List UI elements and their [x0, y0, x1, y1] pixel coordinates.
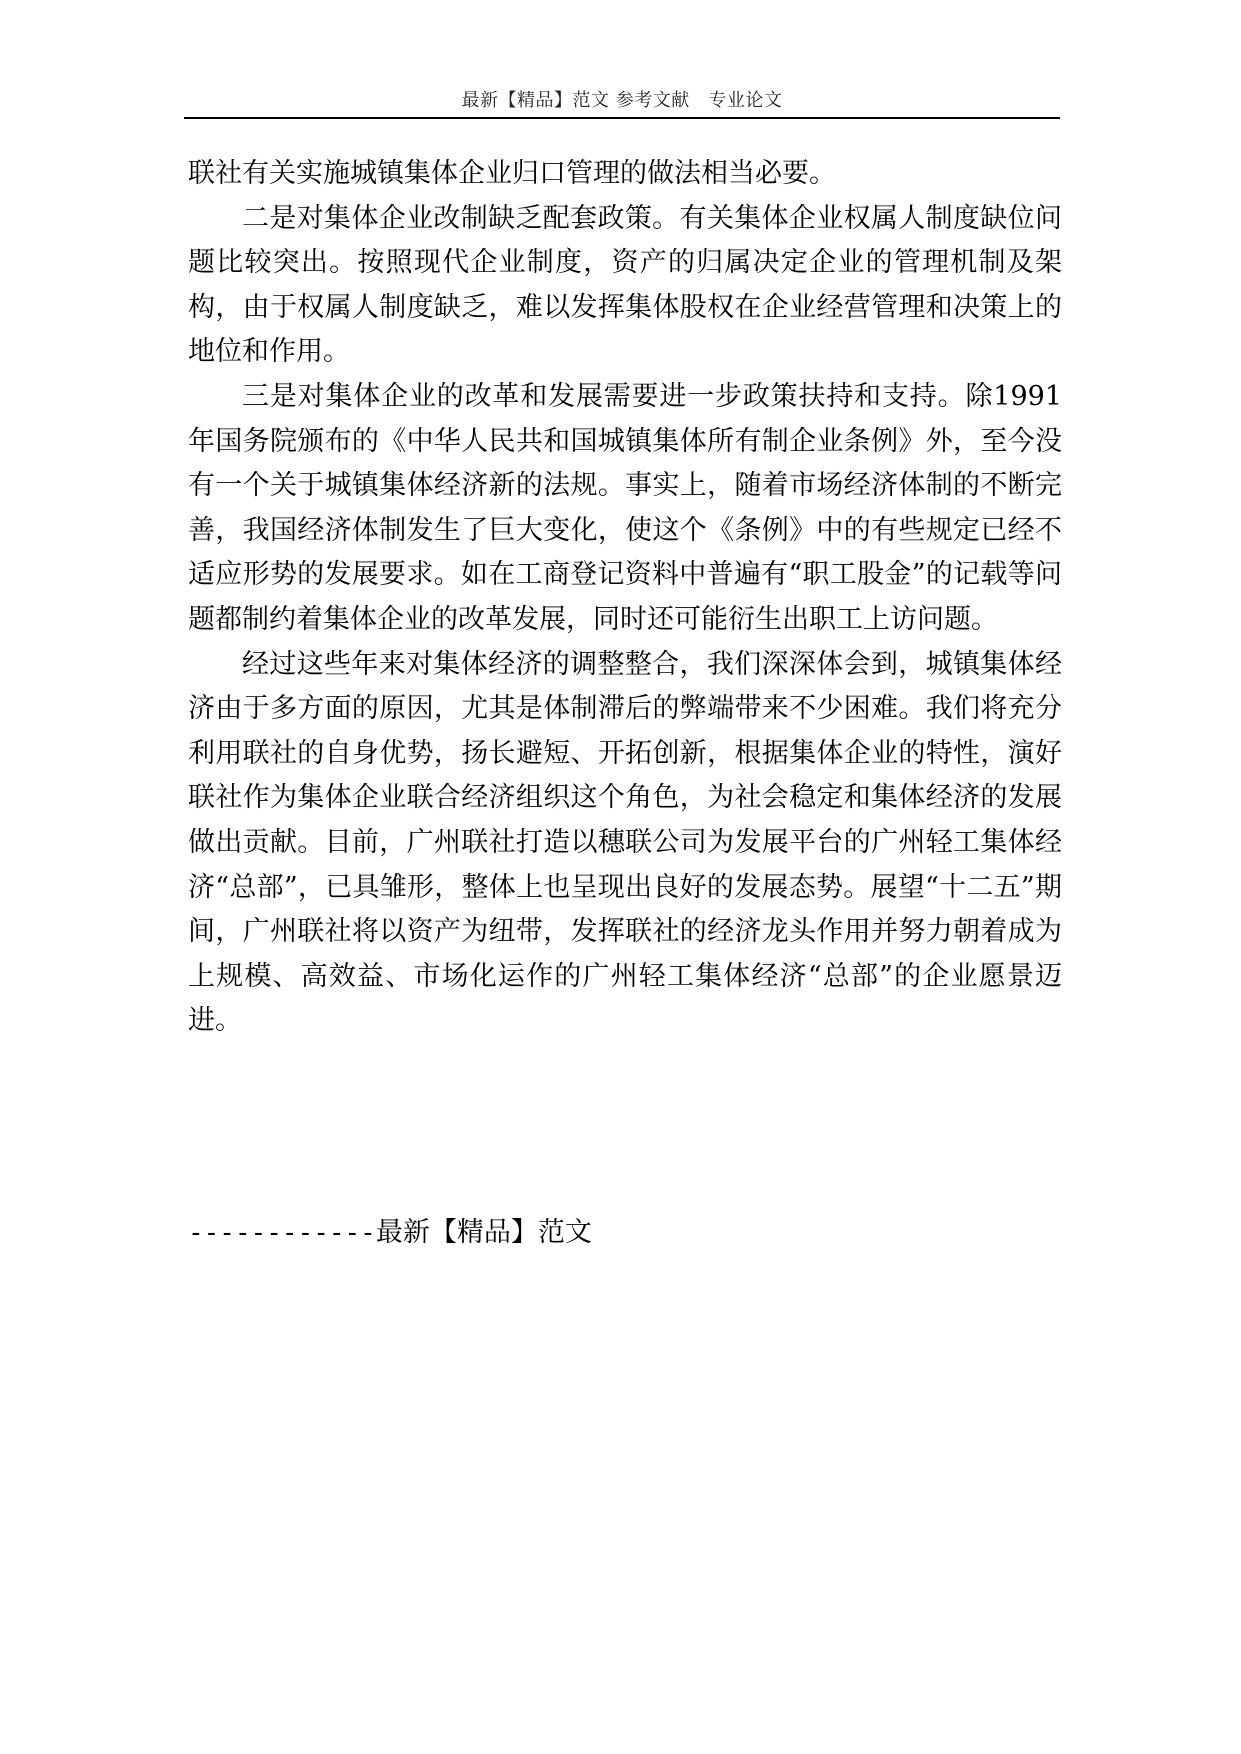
paragraph: 二是对集体企业改制缺乏配套政策。有关集体企业权属人制度缺位问题比较突出。按照现代企业制度，资产的归属决定企业的管理机制及架构，由于权属人制度缺乏，难以发挥集体股权在企业经营管理和决策上的地位和作用。	[188, 202, 1062, 368]
paragraph-continuation: 联社有关实施城镇集体企业归口管理的做法相当必要。	[188, 158, 836, 189]
footer-label: 最新【精品】范文	[375, 1217, 592, 1248]
page-header: 最新【精品】范文 参考文献 专业论文	[461, 90, 783, 111]
footer-line	[188, 1213, 592, 1253]
header-divider	[184, 117, 1060, 119]
footer-dashes: ------------	[188, 1218, 376, 1248]
paragraph: 三是对集体企业的改革和发展需要进一步政策扶持和支持。除1991年国务院颁布的《中华人民共和国城镇集体所有制企业条例》外，至今没有一个关于城镇集体经济新的法规。事实上，随着市场经济体制的不断完善，我国经济体制发生了巨大变化，使这个《条例》中的有些规定已经不适应形势的发展要求。如在工商登记资料中普遍有“职工股金”的记载等问题都制约着集体企业的改革发展，同时还可能衍生出职工上访问题。	[188, 380, 1062, 635]
paragraph: 经过这些年来对集体经济的调整整合，我们深深体会到，城镇集体经济由于多方面的原因，尤其是体制滞后的弊端带来不少困难。我们将充分利用联社的自身优势，扬长避短、开拓创新，根据集体企业的特性，演好联社作为集体企业联合经济组织这个角色，为社会稳定和集体经济的发展做出贡献。目前，广州联社打造以穗联公司为发展平台的广州轻工集体经济“总部”，已具雏形，整体上也呈现出良好的发展态势。展望“十二五”期间，广州联社将以资产为纽带，发挥联社的经济龙头作用并努力朝着成为上规模、高效益、市场化运作的广州轻工集体经济“总部”的企业愿景迈进。	[188, 648, 1062, 1037]
document-body	[188, 152, 1062, 1044]
